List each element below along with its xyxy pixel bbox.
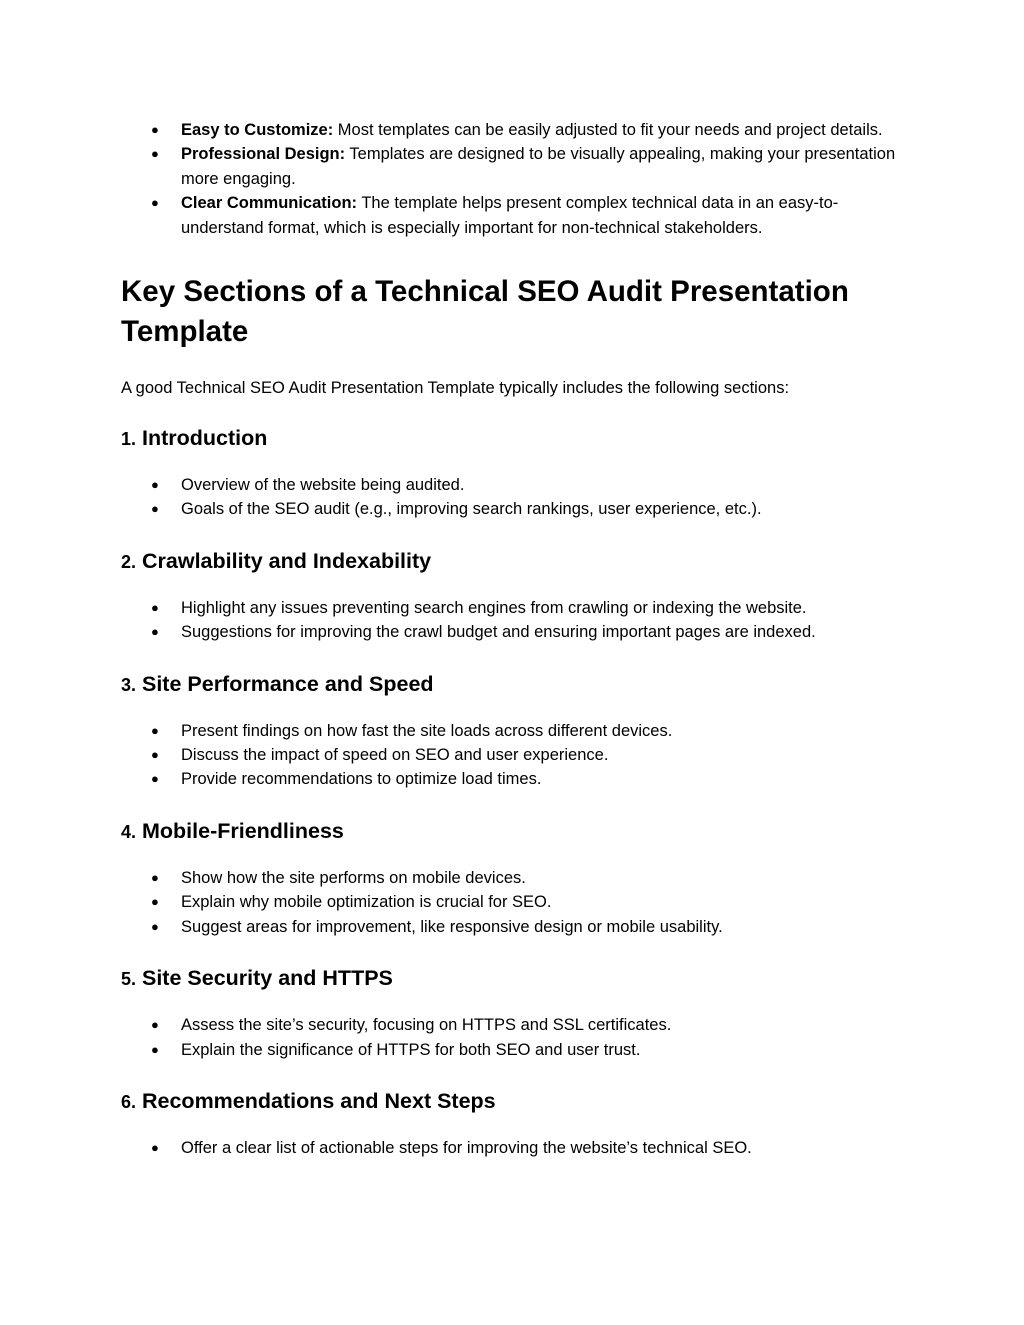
section-list	[121, 866, 911, 939]
section-title: Recommendations and Next Steps	[136, 1088, 496, 1113]
bullet-icon: ●	[151, 501, 159, 517]
list-item-text: Overview of the website being audited.	[181, 476, 465, 495]
list-item-text: Most templates can be easily adjusted to fit your needs and project details.	[333, 121, 883, 139]
section-heading	[121, 424, 911, 453]
section-performance	[121, 670, 911, 792]
list-item	[121, 1013, 911, 1037]
section-introduction	[121, 424, 911, 522]
section-number: 2.	[121, 551, 137, 572]
list-item	[121, 915, 911, 939]
list-item-text: Goals of the SEO audit (e.g., improving search rankings, user experience, etc.).	[181, 500, 762, 519]
section-number: 4.	[121, 821, 137, 842]
list-item	[121, 1038, 911, 1062]
section-list	[121, 596, 911, 645]
bullet-icon: ●	[151, 146, 159, 162]
section-list	[121, 1013, 911, 1062]
section-title: Site Performance and Speed	[136, 671, 434, 696]
list-item-text: Explain the significance of HTTPS for both SEO and user trust.	[181, 1040, 641, 1059]
section-list	[121, 1136, 911, 1160]
bullet-icon: ●	[151, 722, 159, 738]
list-item-label: Professional Design:	[181, 145, 346, 164]
bullet-icon: ●	[151, 894, 159, 910]
section-heading	[121, 670, 911, 699]
bullet-icon: ●	[151, 624, 159, 640]
page-title: Key Sections of a Technical SEO Audit Presentation Template	[121, 275, 849, 349]
bullet-icon: ●	[151, 1041, 159, 1057]
list-item-text: Templates are designed to be visually appealing, making your presentation more engaging.	[181, 145, 896, 188]
section-list	[121, 473, 911, 522]
bullet-icon: ●	[151, 477, 159, 493]
section-heading	[121, 817, 911, 846]
list-item-text: Show how the site performs on mobile devices.	[181, 868, 526, 887]
list-item-text: Offer a clear list of actionable steps for improving the website’s technical SEO.	[181, 1138, 752, 1157]
bullet-icon: ●	[151, 122, 159, 137]
list-item	[121, 620, 911, 644]
list-item-text: Provide recommendations to optimize load times.	[181, 770, 542, 789]
bullet-icon: ●	[151, 771, 159, 787]
section-title: Mobile-Friendliness	[136, 818, 344, 843]
list-item	[121, 473, 911, 497]
list-item-text: Assess the site’s security, focusing on HTTPS and SSL certificates.	[181, 1016, 672, 1035]
section-heading	[121, 1087, 911, 1116]
section-number: 3.	[121, 674, 137, 695]
list-item	[121, 497, 911, 521]
section-number: 6.	[121, 1091, 137, 1112]
list-item-text: The template helps present complex technical data in an easy-to-understand format, which is especially important for non-technical stakeholders.	[181, 194, 839, 237]
list-item-text: Explain why mobile optimization is crucial for SEO.	[181, 893, 552, 912]
list-item	[121, 743, 911, 767]
list-item	[121, 890, 911, 914]
bullet-icon: ●	[151, 869, 159, 885]
list-item	[121, 1136, 911, 1160]
section-list	[121, 719, 911, 792]
bullet-icon: ●	[151, 599, 159, 615]
list-item-label: Clear Communication:	[181, 194, 358, 213]
list-item	[121, 142, 911, 191]
bullet-icon: ●	[151, 747, 159, 763]
section-security	[121, 964, 911, 1062]
bullet-icon: ●	[151, 918, 159, 934]
benefits-list	[121, 118, 911, 240]
list-item	[121, 118, 911, 142]
list-item	[121, 767, 911, 791]
list-item	[121, 596, 911, 620]
section-heading	[121, 547, 911, 576]
section-mobile-friendliness	[121, 817, 911, 939]
section-heading	[121, 964, 911, 993]
bullet-icon: ●	[151, 1139, 159, 1155]
list-item-text: Highlight any issues preventing search engines from crawling or indexing the website.	[181, 598, 807, 617]
list-item-text: Present findings on how fast the site loads across different devices.	[181, 721, 673, 740]
bullet-icon: ●	[151, 1017, 159, 1033]
section-recommendations	[121, 1087, 911, 1160]
document-page	[121, 118, 911, 1160]
list-item-text: Suggestions for improving the crawl budget and ensuring important pages are indexed.	[181, 623, 816, 642]
intro-paragraph: A good Technical SEO Audit Presentation Template typically includes the following sections:	[121, 379, 790, 398]
section-title: Site Security and HTTPS	[136, 966, 393, 991]
section-number: 5.	[121, 969, 137, 990]
list-item	[121, 866, 911, 890]
list-item-text: Suggest areas for improvement, like responsive design or mobile usability.	[181, 917, 723, 936]
list-item	[121, 191, 911, 240]
section-number: 1.	[121, 429, 137, 450]
list-item-label: Easy to Customize:	[181, 121, 334, 139]
section-title: Introduction	[136, 426, 268, 451]
section-crawlability	[121, 547, 911, 645]
section-title: Crawlability and Indexability	[136, 548, 432, 573]
list-item-text: Discuss the impact of speed on SEO and user experience.	[181, 746, 609, 765]
bullet-icon: ●	[151, 195, 159, 211]
list-item	[121, 719, 911, 743]
